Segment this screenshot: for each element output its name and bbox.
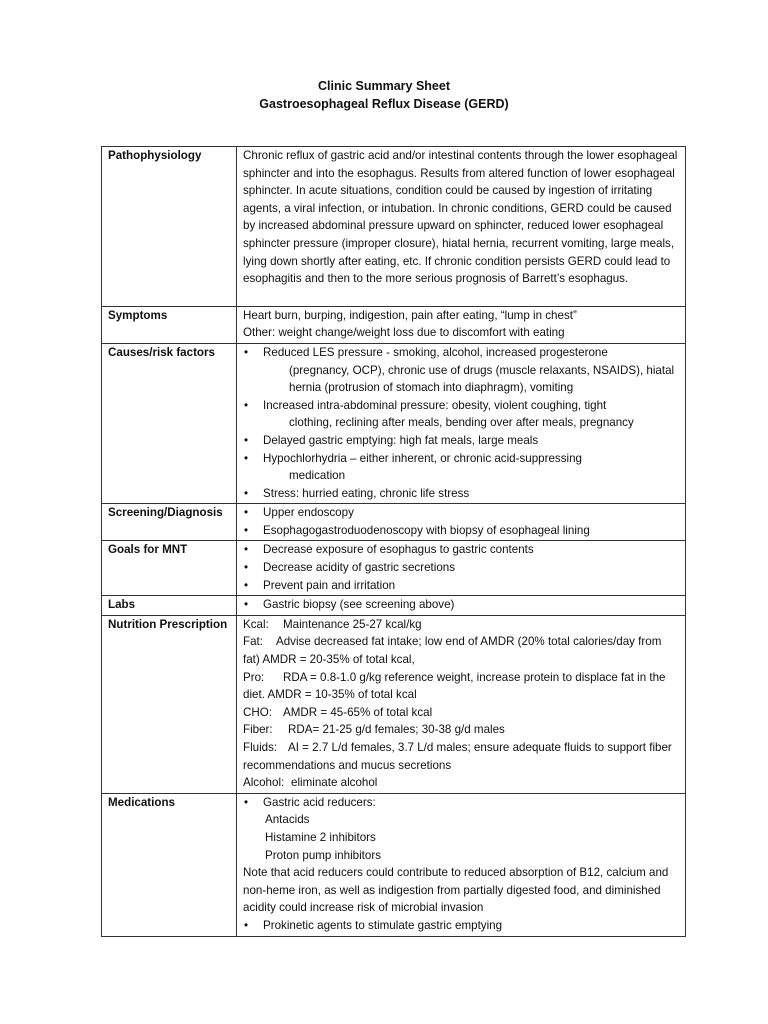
- row-causes: [102, 343, 686, 503]
- row-goals: [102, 541, 686, 596]
- content-symptoms: [237, 306, 686, 343]
- list-item: • Increased intra-abdominal pressure: obesity, violent coughing, tight clothing, reclining after meals, bending over after meals, pregnancy: [243, 397, 681, 432]
- causes-list: [243, 344, 681, 502]
- label-medications: Medications: [102, 793, 237, 936]
- content-goals: [237, 541, 686, 596]
- pro-line: Pro: RDA = 0.8-1.0 g/kg reference weight, increase protein to displace fat in the diet. AMDR = 10-35% of total kcal: [243, 670, 666, 702]
- label-screening: Screening/Diagnosis: [102, 504, 237, 541]
- symptoms-other-line: Other: weight change/weight loss due to discomfort with eating: [243, 326, 565, 340]
- list-item: • Upper endoscopy: [243, 504, 681, 522]
- row-pathophysiology: [102, 147, 686, 307]
- content-labs: [237, 596, 686, 616]
- label-pathophysiology: Pathophysiology: [102, 147, 237, 307]
- document-subtitle: Gastroesophageal Reflux Disease (GERD): [259, 97, 509, 111]
- label-goals: Goals for MNT: [102, 541, 237, 596]
- cho-line: CHO: AMDR = 45-65% of total kcal: [243, 705, 433, 719]
- label-nutrition: Nutrition Prescription: [102, 615, 237, 793]
- list-item: • Prokinetic agents to stimulate gastric emptying: [243, 917, 681, 935]
- title-block: [0, 77, 768, 113]
- list-item: • Stress: hurried eating, chronic life stress: [243, 485, 681, 503]
- labs-list: [243, 596, 681, 614]
- list-item: • Gastric biopsy (see screening above): [243, 596, 681, 614]
- label-labs: Labs: [102, 596, 237, 616]
- list-item: • Reduced LES pressure - smoking, alcohol, increased progesterone (pregnancy, OCP), chronic use of drugs (muscle relaxants, NSAIDS), hiatal hernia (protrusion of stomach into diaphragm), vomiting: [243, 344, 681, 397]
- summary-table: [101, 146, 686, 937]
- label-causes: Causes/risk factors: [102, 343, 237, 503]
- list-item: • Delayed gastric emptying: high fat meals, large meals: [243, 432, 681, 450]
- fiber-line: Fiber: RDA= 21-25 g/d females; 30-38 g/d males: [243, 723, 505, 737]
- row-labs: [102, 596, 686, 616]
- screening-list: [243, 504, 681, 539]
- symptoms-line: Heart burn, burping, indigestion, pain after eating, “lump in chest”: [243, 308, 577, 322]
- pathophysiology-text: Chronic reflux of gastric acid and/or intestinal contents through the lower esophageal sphincter and into the esophagus. Results from altered function of lower esophageal sphincter. In acute situations, condition could be caused by ingestion of irritating agents, a viral infection, or intubation. In chronic conditions, GERD could be caused by increased abdominal pressure upward on sphincter, reduced lower esophageal sphincter pressure (improper closure), hiatal hernia, recurrent vomiting, large meals, lying down shortly after eating, etc. If chronic condition persists GERD could lead to esophagitis and then to the more serious prognosis of Barrett’s esophagus.: [243, 149, 678, 286]
- list-item: • Decrease exposure of esophagus to gastric contents: [243, 541, 681, 559]
- row-medications: [102, 793, 686, 936]
- content-nutrition: [237, 615, 686, 793]
- content-medications: [237, 793, 686, 936]
- list-item: • Gastric acid reducers:: [243, 794, 681, 812]
- kcal-line: Kcal: Maintenance 25-27 kcal/kg: [243, 617, 422, 631]
- acid-reducer-antacids: Antacids: [265, 813, 310, 827]
- acid-reducer-h2: Histamine 2 inhibitors: [265, 830, 376, 844]
- list-item: • Esophagogastroduodenoscopy with biopsy of esophageal lining: [243, 522, 681, 540]
- list-item: • Decrease acidity of gastric secretions: [243, 559, 681, 577]
- list-item: • Hypochlorhydria – either inherent, or chronic acid-suppressing medication: [243, 450, 681, 485]
- medications-list-2: [243, 917, 681, 935]
- goals-list: [243, 541, 681, 594]
- row-nutrition: [102, 615, 686, 793]
- medications-note: Note that acid reducers could contribute to reduced absorption of B12, calcium and non-heme iron, as well as indigestion from partially digested food, and diminished acidity could increase risk of microbial invasion: [243, 866, 669, 915]
- content-screening: [237, 504, 686, 541]
- label-symptoms: Symptoms: [102, 306, 237, 343]
- row-symptoms: [102, 306, 686, 343]
- content-pathophysiology: [237, 147, 686, 307]
- list-item: • Prevent pain and irritation: [243, 577, 681, 595]
- fat-line: Fat: Advise decreased fat intake; low end of AMDR (20% total calories/day from fat) AMDR = 20-35% of total kcal,: [243, 635, 662, 667]
- fluids-line: Fluids: AI = 2.7 L/d females, 3.7 L/d males; ensure adequate fluids to support fiber recommendations and mucus secretions: [243, 741, 672, 772]
- document-title: Clinic Summary Sheet: [318, 79, 450, 93]
- acid-reducer-ppi: Proton pump inhibitors: [265, 848, 381, 862]
- medications-list: [243, 794, 681, 812]
- row-screening: [102, 504, 686, 541]
- alcohol-line: Alcohol: eliminate alcohol: [243, 776, 378, 790]
- content-causes: [237, 343, 686, 503]
